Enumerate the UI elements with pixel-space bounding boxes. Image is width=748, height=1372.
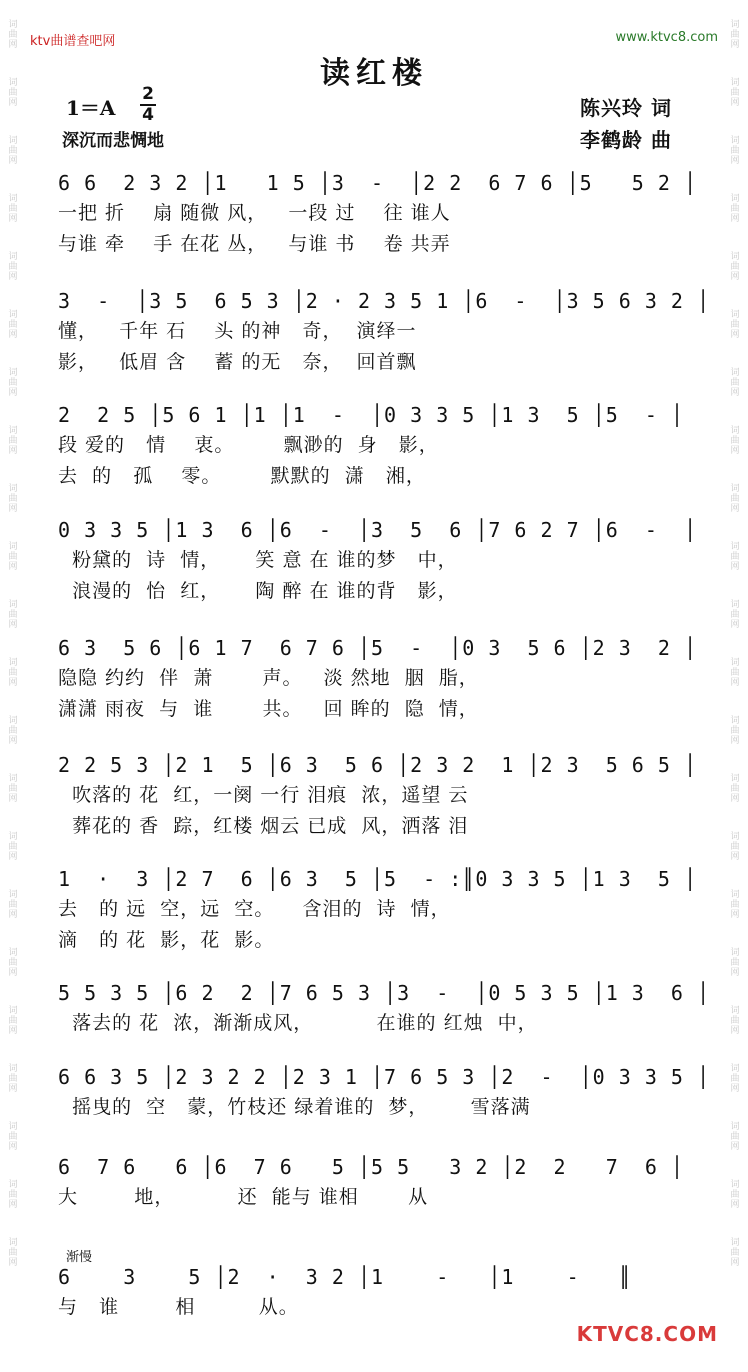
notation-line: 6 3 5 6 │6 1 7 6 7 6 │5 - │0 3 5 6 │2 3 2 │ [58, 636, 698, 660]
lyric-line-1: 一把 折 扇 随微 风， 一段 过 往 谁人 [58, 202, 451, 224]
notation-line: 6 3 5 │2 · 3 2 │1 - │1 - ║ [58, 1265, 632, 1289]
score-system [58, 286, 711, 378]
score-system [58, 633, 700, 725]
lyric-line-2: 浪漫的 怡 红， 陶 醉 在 谁的背 影， [58, 580, 458, 602]
side-watermark-left: 词 曲 网 词 曲 网 词 曲 网 词 曲 网 词 曲 网 词 曲 网 词 曲 网 词 曲 网 词 曲 网 词 曲 网 词 曲 网 词 曲 网 词 曲 网 词 曲 网 词 曲 网 词 曲 网 词 曲 网 词 曲 网 词 曲 网 词 曲 网 词 曲 网 词 曲 网 [8, 20, 18, 1268]
key-signature: 1＝A [66, 96, 116, 120]
lyric-line-1: 懂， 千年 石 头 的神 奇， 演绎一 [58, 320, 417, 342]
notation-line: 5 5 3 5 │6 2 2 │7 6 5 3 │3 - │0 5 3 5 │1 3 6 │ [58, 981, 711, 1005]
lyric-line-2: 潇潇 雨夜 与 谁 共。 回 眸的 隐 情， [58, 698, 479, 720]
lyric-line-2: 影， 低眉 含 蓄 的无 奈， 回首飘 [58, 351, 417, 373]
score-system [58, 864, 700, 956]
lyric-line-2: 去 的 孤 零。 默默的 潇 湘， [58, 465, 426, 487]
side-watermark-right: 词 曲 网 词 曲 网 词 曲 网 词 曲 网 词 曲 网 词 曲 网 词 曲 网 词 曲 网 词 曲 网 词 曲 网 词 曲 网 词 曲 网 词 曲 网 词 曲 网 词 曲 网 词 曲 网 词 曲 网 词 曲 网 词 曲 网 词 曲 网 词 曲 网 词 曲 网 [730, 20, 740, 1268]
lyric-line-1: 摇曳的 空 蒙，竹枝还 绿着谁的 梦， 雪落满 [58, 1096, 531, 1118]
time-signature-bottom: 4 [142, 105, 154, 125]
notation-line: 6 6 2 3 2 │1 1 5 │3 - │2 2 6 7 6 │5 5 2 │ [58, 171, 698, 195]
notation-line: 2 2 5 │5 6 1 │1 │1 - │0 3 3 5 │1 3 5 │5 - │ [58, 403, 684, 427]
lyric-line-1: 大 地， 还 能与 谁相 从 [58, 1186, 429, 1208]
lyric-line-1: 去 的 远 空，远 空。 含泪的 诗 情， [58, 898, 451, 920]
lyric-line-1: 落去的 花 浓，渐渐成风， 在谁的 红烛 中， [58, 1012, 538, 1034]
lyric-line-2: 滴 的 花 影，花 影。 [58, 929, 275, 951]
score-system [58, 168, 700, 260]
notation-line: 2 2 5 3 │2 1 5 │6 3 5 6 │2 3 2 1 │2 3 5 6 5 │ [58, 753, 698, 777]
lyric-line-2: 葬花的 香 踪，红楼 烟云 已成 风，洒落 泪 [58, 815, 469, 837]
lyric-line-1: 与 谁 相 从。 [58, 1296, 299, 1318]
composer-credit: 李鹤龄 曲 [580, 128, 672, 152]
lyric-line-2: 与谁 牵 手 在花 丛， 与谁 书 卷 共弄 [58, 233, 451, 255]
tempo-marking: 深沉而悲惆地 [62, 131, 164, 151]
score-system [58, 978, 711, 1070]
lyric-line-1: 粉黛的 诗 情， 笑 意 在 谁的梦 中， [58, 549, 458, 571]
lyric-line-1: 段 爱的 情 衷。 飘渺的 身 影， [58, 434, 439, 456]
notation-line: 1 · 3 │2 7 6 │6 3 5 │5 - :║0 3 3 5 │1 3 5 │ [58, 867, 698, 891]
score-system [58, 515, 700, 607]
time-signature-top: 2 [142, 84, 154, 104]
site-logo: KTVC8.COM [576, 1322, 718, 1346]
score-system [58, 750, 700, 842]
notation-line: 6 6 3 5 │2 3 2 2 │2 3 1 │7 6 5 3 │2 - │0 3 3 5 │ [58, 1065, 711, 1089]
ritardando-marking: 渐慢 [66, 1250, 93, 1265]
site-name-left: ktv曲谱查吧网 [30, 34, 116, 49]
score-system [58, 1062, 711, 1154]
notation-line: 0 3 3 5 │1 3 6 │6 - │3 5 6 │7 6 2 7 │6 - │ [58, 518, 698, 542]
lyric-line-1: 隐隐 约约 伴 萧 声。 淡 然地 胭 脂， [58, 667, 479, 689]
score-system [58, 400, 700, 492]
song-title: 读红楼 [320, 56, 428, 91]
site-url-right: www.ktvc8.com [615, 30, 718, 45]
notation-line: 3 - │3 5 6 5 3 │2 · 2 3 5 1 │6 - │3 5 6 3 2 │ [58, 289, 711, 313]
lyricist-credit: 陈兴玲 词 [580, 96, 672, 120]
lyric-line-1: 吹落的 花 红，一阕 一行 泪痕 浓，遥望 云 [58, 784, 469, 806]
lyric-line-2 [58, 1123, 700, 1154]
notation-line: 6 7 6 6 │6 7 6 5 │5 5 3 2 │2 2 7 6 │ [58, 1155, 684, 1179]
score-system [58, 1152, 700, 1244]
lyric-line-2 [58, 1213, 700, 1244]
time-signature [140, 86, 156, 124]
